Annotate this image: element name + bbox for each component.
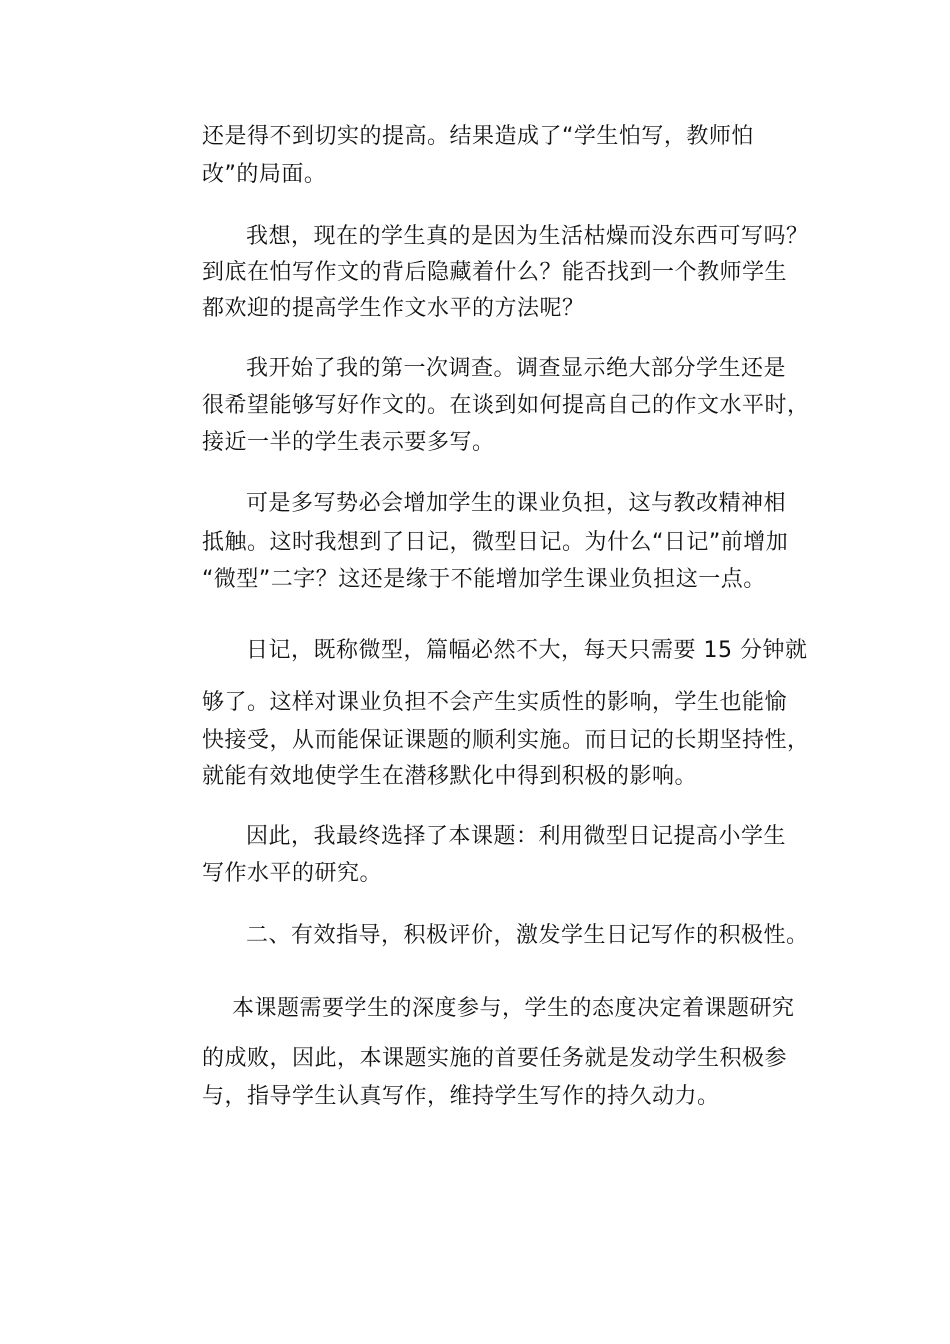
text-line: 可是多写势必会增加学生的课业负担，这与教改精神相 [246, 491, 787, 516]
text-line: 日记，既称微型，篇幅必然不大，每天只需要 15 分钟就 [246, 638, 808, 663]
text-line: 因此，我最终选择了本课题：利用微型日记提高小学生 [246, 824, 787, 849]
text-line: 抵触。这时我想到了日记，微型日记。为什么“日记”前增加 [202, 530, 789, 555]
section-heading-text: 二、有效指导，积极评价，激发学生日记写作的积极性。 [246, 923, 809, 948]
text-line: 本课题需要学生的深度参与，学生的态度决定着课题研究 [232, 996, 795, 1021]
text-line: 写作水平的研究。 [202, 861, 383, 886]
text-line: 我想，现在的学生真的是因为生活枯燥而没东西可写吗？ [246, 224, 809, 249]
text-line: 到底在怕写作文的背后隐藏着什么？能否找到一个教师学生 [202, 260, 788, 285]
text-line: 我开始了我的第一次调查。调查显示绝大部分学生还是 [246, 356, 787, 381]
text-line: 够了。这样对课业负担不会产生实质性的影响，学生也能愉 [202, 690, 788, 715]
text-line: 接近一半的学生表示要多写。 [202, 430, 495, 455]
text-line: 快接受，从而能保证课题的顺利实施。而日记的长期坚持性， [202, 728, 810, 753]
text-line: 很希望能够写好作文的。在谈到如何提高自己的作文水平时， [202, 393, 810, 418]
text-line: 还是得不到切实的提高。结果造成了“学生怕写，教师怕 [202, 124, 754, 149]
text-line: 改”的局面。 [202, 162, 327, 187]
text-line: “微型”二字？这还是缘于不能增加学生课业负担这一点。 [202, 567, 766, 592]
text-line: 都欢迎的提高学生作文水平的方法呢？ [202, 296, 585, 321]
text-line: 的成败，因此，本课题实施的首要任务就是发动学生积极参 [202, 1046, 788, 1071]
text-line: 就能有效地使学生在潜移默化中得到积极的影响。 [202, 764, 698, 789]
text-line: 与，指导学生认真写作，维持学生写作的持久动力。 [202, 1084, 720, 1109]
